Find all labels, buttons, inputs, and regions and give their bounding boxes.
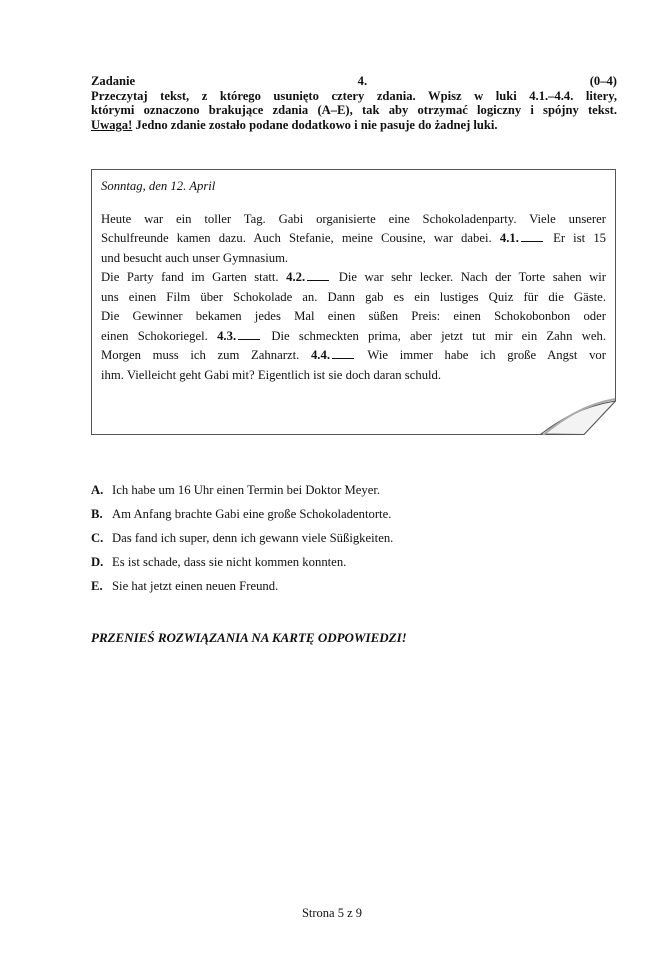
- note-text-segment: Er ist 15: [553, 231, 607, 245]
- option-c: [91, 526, 611, 550]
- note-text-segment: einen Schokoriegel.: [101, 328, 208, 343]
- note-text-segment: Schulfreunde kamen dazu. Auch Stefanie, meine Cousine, war dabei.: [101, 231, 492, 245]
- diary-note: [91, 169, 616, 435]
- option-letter: B.: [91, 507, 103, 521]
- note-line: ihm. Vielleicht geht Gabi mit? Eigentlich ist sie doch daran schuld.: [101, 367, 442, 382]
- note-date: Sonntag, den 12. April: [101, 179, 216, 193]
- option-d: [91, 550, 611, 574]
- page-number: Strona 5 z 9: [301, 906, 363, 920]
- note-text-segment: Die schmeckten prima, aber jetzt tut mir ein Zahn weh.: [271, 328, 607, 343]
- note-line: Die Gewinner bekamen jedes Mal einen süßen Preis: einen Schokobonbon oder: [101, 309, 606, 323]
- option-e: [91, 574, 611, 598]
- task-title: Zadanie 4. (0–4): [91, 74, 617, 88]
- task-instruction-line-2: którymi oznaczono brakujące zdania (A–E), tak aby otrzymać logiczny i spójny tekst.: [91, 103, 617, 117]
- gap-label-4-1: 4.1.: [499, 231, 519, 245]
- note-text-segment: Wie immer habe ich große Angst vor: [367, 348, 607, 362]
- gap-4-1[interactable]: [521, 231, 543, 242]
- gap-4-4[interactable]: [332, 348, 354, 359]
- gap-label-4-3: 4.3.: [217, 328, 237, 343]
- note-line: [101, 268, 606, 288]
- warning-text: Jedno zdanie zostało podane dodatkowo i nie pasuje do żadnej luki.: [132, 117, 498, 132]
- option-letter: D.: [91, 555, 104, 569]
- option-b: [91, 502, 611, 526]
- note-line: [101, 327, 606, 347]
- option-text: Ich habe um 16 Uhr einen Termin bei Doktor Meyer.: [112, 483, 381, 497]
- option-text: Sie hat jetzt einen neuen Freund.: [112, 579, 279, 593]
- note-text-segment: Die war sehr lecker. Nach der Torte sahen wir: [338, 270, 607, 284]
- note-line: und besucht auch unser Gymnasium.: [101, 250, 289, 265]
- answer-options: [91, 478, 611, 598]
- transfer-answers-instruction: PRZENIEŚ ROZWIĄZANIA NA KARTĘ ODPOWIEDZI!: [91, 630, 407, 645]
- note-line: uns einen Film über Schokolade an. Dann gab es ein lustiges Quiz für die Gäste.: [101, 289, 606, 304]
- option-letter: C.: [91, 531, 104, 545]
- warning-label: Uwaga!: [91, 117, 133, 132]
- gap-4-2[interactable]: [307, 270, 329, 281]
- note-line: [101, 229, 606, 249]
- note-line: [101, 346, 606, 366]
- note-text: [101, 210, 606, 386]
- gap-label-4-4: 4.4.: [310, 348, 330, 362]
- gap-label-4-2: 4.2.: [286, 270, 306, 284]
- note-text-segment: Die Party fand im Garten statt.: [101, 270, 279, 284]
- note-line: Heute war ein toller Tag. Gabi organisierte eine Schokoladenparty. Viele unserer: [101, 211, 606, 226]
- task-warning: [91, 118, 617, 133]
- option-letter: A.: [91, 483, 104, 497]
- option-text: Es ist schade, dass sie nicht kommen konnten.: [112, 555, 347, 569]
- note-text-segment: Morgen muss ich zum Zahnarzt.: [101, 348, 300, 362]
- gap-4-3[interactable]: [238, 329, 260, 340]
- option-text: Das fand ich super, denn ich gewann viele Süßigkeiten.: [112, 531, 394, 545]
- option-text: Am Anfang brachte Gabi eine große Schokoladentorte.: [112, 507, 392, 521]
- option-a: [91, 478, 611, 502]
- option-letter: E.: [91, 579, 103, 593]
- note-content: [101, 177, 606, 385]
- task-instruction-line-1: Przeczytaj tekst, z którego usunięto cztery zdania. Wpisz w luki 4.1.–4.4. litery,: [91, 88, 617, 103]
- task-header: [91, 74, 617, 132]
